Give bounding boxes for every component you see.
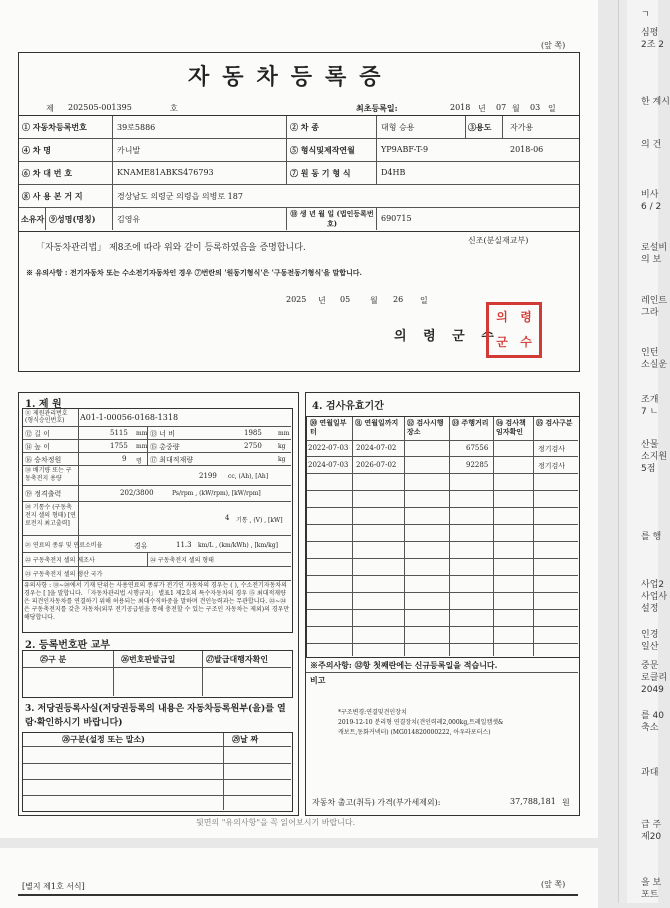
side-snippet[interactable]: 사업사 <box>641 592 668 602</box>
side-snippet[interactable]: 2049 <box>641 685 664 695</box>
seats-value: 9 <box>122 455 127 463</box>
mortgage-header: 3. 저당권등록사실(저당권등록의 내용은 자동차등록원부(을)를 열람·확인하시기 바랍니다) <box>25 704 286 728</box>
side-snippet[interactable]: 설정 <box>641 604 659 614</box>
seats-label: ⑯ 승차정원 <box>25 456 62 464</box>
first-reg-year: 2018 <box>450 103 471 112</box>
spec-header: 1. 제 원 <box>25 399 62 410</box>
width-label: ⑬ 너 비 <box>150 430 175 438</box>
insp-row-2-to: 2026-07-02 <box>356 461 397 469</box>
side-snippet[interactable]: 급 주 <box>641 820 662 830</box>
side-snippet[interactable]: 소실운 <box>641 360 668 370</box>
disp-unit: cc, (Ah), [Ah] <box>228 473 269 480</box>
side-snippet[interactable]: 심평 <box>641 28 659 38</box>
fuel-value: 경유 <box>134 542 148 550</box>
birth-value: 690715 <box>381 214 412 223</box>
side-snippet[interactable]: 한 계시 <box>641 97 670 107</box>
side-snippet[interactable]: 을 보 <box>641 878 662 888</box>
maxload-label: ⑰ 최대적재량 <box>150 456 194 464</box>
first-reg-day: 03 <box>530 103 541 112</box>
caution-text: ※ 유의사항 : 전기자동차 또는 수소전기자동차인 경우 ⑦번란의 '원동기형식'은 '구동전동기형식'을 말합니다. <box>26 268 362 277</box>
seats-unit: 명 <box>136 458 142 465</box>
issue-month: 05 <box>340 295 351 304</box>
side-snippet[interactable]: ㄱ <box>641 10 650 20</box>
plate-col-type: ㉕구 분 <box>40 654 67 664</box>
power-value: 202/3800 <box>120 489 154 497</box>
issue-day: 26 <box>393 295 404 304</box>
insp-col-to: ㉛ 연월일까지 <box>355 418 399 427</box>
reg-no-suffix: 호 <box>170 104 178 113</box>
mortgage-col-type: ㉘구분(설정 또는 말소) <box>62 734 145 744</box>
side-snippet[interactable]: 의 보 <box>641 255 662 265</box>
certificate-type: 신조(분실재교부) <box>468 236 529 245</box>
insp-col-officer: ㉞ 검사책임자확인 <box>496 418 526 436</box>
model-date: 2018-06 <box>510 145 544 154</box>
form-label: [별지 제1호 서식] <box>22 882 85 891</box>
gross-unit: kg <box>278 443 286 450</box>
spec-note: 유의사항 : ⑱~⑳에서 기재 단위는 사용연료의 종류가 전기인 자동차의 경우는 ( ), 수소전기자동차의 경우는 [ ]을 말합니다. 「자동차관리법 시행규칙」 별표1 제2호의 특수자동차의 경우 ⑮ 최대적재량은 피견인자동차를 연결하기 위해 허용되는 최대수직하중을 말하며 견인능력과는 무관합니다. ㉒~㉔은 구동축전지를 갖춘 자동차(외부 전기공급원을 통해 충전할 수 있는 구조인 자동차는 제외)의 경우만 해당합니다. <box>24 582 290 621</box>
name-value: 카니발 <box>117 146 141 155</box>
length-label: ⑫ 길 이 <box>25 430 50 438</box>
insp-row-2-kind: 정기검사 <box>538 462 566 470</box>
base-label: ⑧ 사 용 본 거 지 <box>22 191 83 201</box>
disp-value: 2199 <box>199 472 217 480</box>
price-value: 37,788,181 <box>510 797 556 806</box>
model-value: YP9ABF-T-9 <box>381 145 429 154</box>
official-seal: 의 령 군 수 <box>486 302 542 358</box>
certification-text: 「자동차관리법」 제8조에 따라 위와 같이 등록하였음을 증명합니다. <box>36 243 306 253</box>
first-reg-month: 07 <box>496 103 507 112</box>
insp-row-1-km: 67556 <box>466 444 489 452</box>
power-label: ⑲ 정격출력 <box>25 490 62 498</box>
issuer-name: 의 령 군 수 <box>394 329 500 344</box>
remark-line-1: *구조변경:연결및견인장치 <box>338 709 407 716</box>
height-unit: mm <box>136 443 148 450</box>
first-reg-year-unit: 년 <box>478 104 486 113</box>
side-snippet[interactable]: 포트 <box>641 890 659 900</box>
plate-label: ① 자동차등록번호 <box>22 122 87 132</box>
plate-value: 39로5886 <box>117 123 156 132</box>
side-snippet[interactable]: 인경 <box>641 630 659 640</box>
insp-row-1-from: 2022-07-03 <box>308 444 349 452</box>
fuel-efficiency: 11.3 <box>176 541 192 549</box>
width-value: 1985 <box>244 429 262 437</box>
plate-col-agent: ㉗발급대행자확인 <box>206 654 269 664</box>
side-snippet[interactable]: 레인트 <box>641 296 668 306</box>
footer-note: 뒷면의 "유의사항"을 꼭 읽어보시기 바랍니다. <box>196 818 356 827</box>
cylinder-unit: 기통 , (V) , [kW] <box>236 517 283 524</box>
name-label: ④ 차 명 <box>22 145 52 155</box>
side-snippet[interactable]: 의 건 <box>641 140 662 150</box>
height-label: ⑭ 높 이 <box>25 443 50 451</box>
insp-col-kind: ㉟ 검사구분 <box>536 418 573 427</box>
side-snippet[interactable]: 5점 <box>641 464 656 474</box>
document-title: 자동차등록증 <box>188 64 394 90</box>
remark-label: 비고 <box>310 675 326 685</box>
vin-value: KNAME81ABKS476793 <box>117 168 214 177</box>
gross-value: 2750 <box>244 442 262 450</box>
issue-year-unit: 년 <box>318 296 326 305</box>
engine-label: ⑦ 원 동 기 형 식 <box>290 168 351 178</box>
length-unit: mm <box>136 430 148 437</box>
issue-day-unit: 일 <box>420 296 428 305</box>
engine-value: D4HB <box>381 168 406 177</box>
first-reg-day-unit: 일 <box>548 104 556 113</box>
plate-section-header: 2. 등록번호판 교부 <box>25 640 111 651</box>
side-snippet[interactable]: 산물 <box>641 440 659 450</box>
owner-name-value: 김영유 <box>117 215 141 224</box>
inspection-note: ※주의사항: ㉜항 첫째란에는 신규등록일을 적습니다. <box>310 660 498 670</box>
birth-label: ⑩ 생 년 월 일 (법인등록번호) <box>290 209 374 228</box>
vin-label: ⑥ 차 대 번 호 <box>22 168 73 178</box>
second-page <box>0 848 598 908</box>
price-unit: 원 <box>562 798 570 807</box>
insp-row-1-kind: 정기검사 <box>538 445 566 453</box>
side-snippet[interactable]: 조개 <box>641 395 659 405</box>
cartype-label: ② 차 종 <box>290 122 320 132</box>
reg-no-label: 제 <box>46 104 54 113</box>
inspection-header: 4. 검사유효기간 <box>312 401 384 412</box>
side-snippet[interactable]: 축소 <box>641 723 659 733</box>
power-unit: Ps/rpm , (kW/rpm), [kW/rpm] <box>172 490 261 497</box>
issue-year: 2025 <box>286 295 307 304</box>
cartype-value: 대형 승용 <box>381 123 415 132</box>
side-snippet[interactable]: 로설비 <box>641 243 668 253</box>
width-unit: mm <box>278 430 290 437</box>
remark-line-2: 2019-12-10 분리형 연결장치(견인력레2,000kg,트레일캠셋& <box>338 719 504 726</box>
use-value: 자가용 <box>510 123 534 132</box>
disp-label: ⑱ 배기량 또는 구동축전지 용량 <box>25 467 72 482</box>
battery-origin-label: ㉓ 구동축전지 셀의 생산 국가 <box>25 571 103 578</box>
insp-col-km: ㉝ 주행거리 <box>452 418 489 427</box>
battery-type-label: ㉔ 구동축전지 셀의 형태 <box>150 557 214 564</box>
owner-name-label: ⑨성명(명칭) <box>49 214 96 224</box>
first-reg-label: 최초등록일: <box>356 103 398 113</box>
side-snippet[interactable]: 일산 <box>641 642 659 652</box>
page-label-2: (앞 쪽) <box>541 880 566 889</box>
side-snippet[interactable]: 2조 2 <box>641 40 665 50</box>
plate-col-date: ㉖번호판발급일 <box>121 654 176 664</box>
side-snippet[interactable]: 과대 <box>641 768 659 778</box>
cylinder-value: 4 <box>225 514 230 522</box>
fuel-unit: km/L , (km/kWh) , [km/kg] <box>198 542 278 549</box>
side-snippet[interactable]: 7 ㄴ <box>641 407 659 417</box>
length-value: 5115 <box>110 429 128 437</box>
side-snippet[interactable]: 로클리 <box>641 673 668 683</box>
battery-maker-label: ㉒ 구동축전지 셀의 제조사 <box>25 557 95 564</box>
base-value: 경상남도 의령군 의령읍 의병로 187 <box>117 192 243 201</box>
side-snippet[interactable]: 를 40 <box>641 711 665 721</box>
fuel-label: ㉑ 연료의 종류 및 연료소비율 <box>25 542 103 549</box>
side-snippet[interactable]: 소지원 <box>641 452 668 462</box>
insp-row-2-from: 2024-07-03 <box>308 461 349 469</box>
insp-col-place: ㉜ 검사시행장소 <box>407 418 444 436</box>
scrollbar[interactable] <box>619 0 627 903</box>
page-label-top: (앞 쪽) <box>541 41 566 50</box>
side-snippet[interactable]: 를 행 <box>641 532 662 542</box>
use-label: ③용도 <box>468 122 492 132</box>
cylinder-label: ⑳ 기통수 (구동축전지 셀의 형태) [연료전지 최고출력] <box>25 504 76 527</box>
mortgage-col-date: ㉙날 짜 <box>232 734 259 744</box>
owner-label: 소유자 <box>21 214 45 224</box>
side-snippet[interactable]: 그라 <box>641 308 659 318</box>
insp-row-1-to: 2024-07-02 <box>356 444 397 452</box>
insp-col-from: ㉚ 연월일부터 <box>310 418 347 436</box>
approval-value: A01-1-00056-0168-1318 <box>80 413 179 422</box>
maxload-unit: kg <box>278 456 286 463</box>
side-snippet[interactable]: 인턴 <box>641 348 659 358</box>
gross-label: ⑮ 총중량 <box>150 443 180 451</box>
side-snippet[interactable]: 제20 <box>641 832 662 842</box>
side-panel[interactable] <box>618 0 670 903</box>
approval-label: ⑪ 제원관리번호 (형식승인번호) <box>25 410 68 424</box>
side-snippet[interactable]: 비사 <box>641 190 659 200</box>
side-snippet[interactable]: 6 / 2 <box>641 202 662 212</box>
height-value: 1755 <box>110 442 128 450</box>
side-snippet[interactable]: 사업2 <box>641 580 665 590</box>
insp-row-2-km: 92285 <box>466 461 489 469</box>
side-snippet[interactable]: 중문 <box>641 661 659 671</box>
model-label: ⑤ 형식및제작연월 <box>290 145 355 155</box>
issue-month-unit: 월 <box>370 296 378 305</box>
reg-no: 202505-001395 <box>68 103 132 112</box>
price-label: 자동차 출고(취득) 가격(부가세제외): <box>312 798 441 807</box>
remark-line-3: 캐보트,동화커넥터) (MG014820000222, 아우라포터스) <box>338 729 491 736</box>
first-reg-month-unit: 월 <box>512 104 520 113</box>
